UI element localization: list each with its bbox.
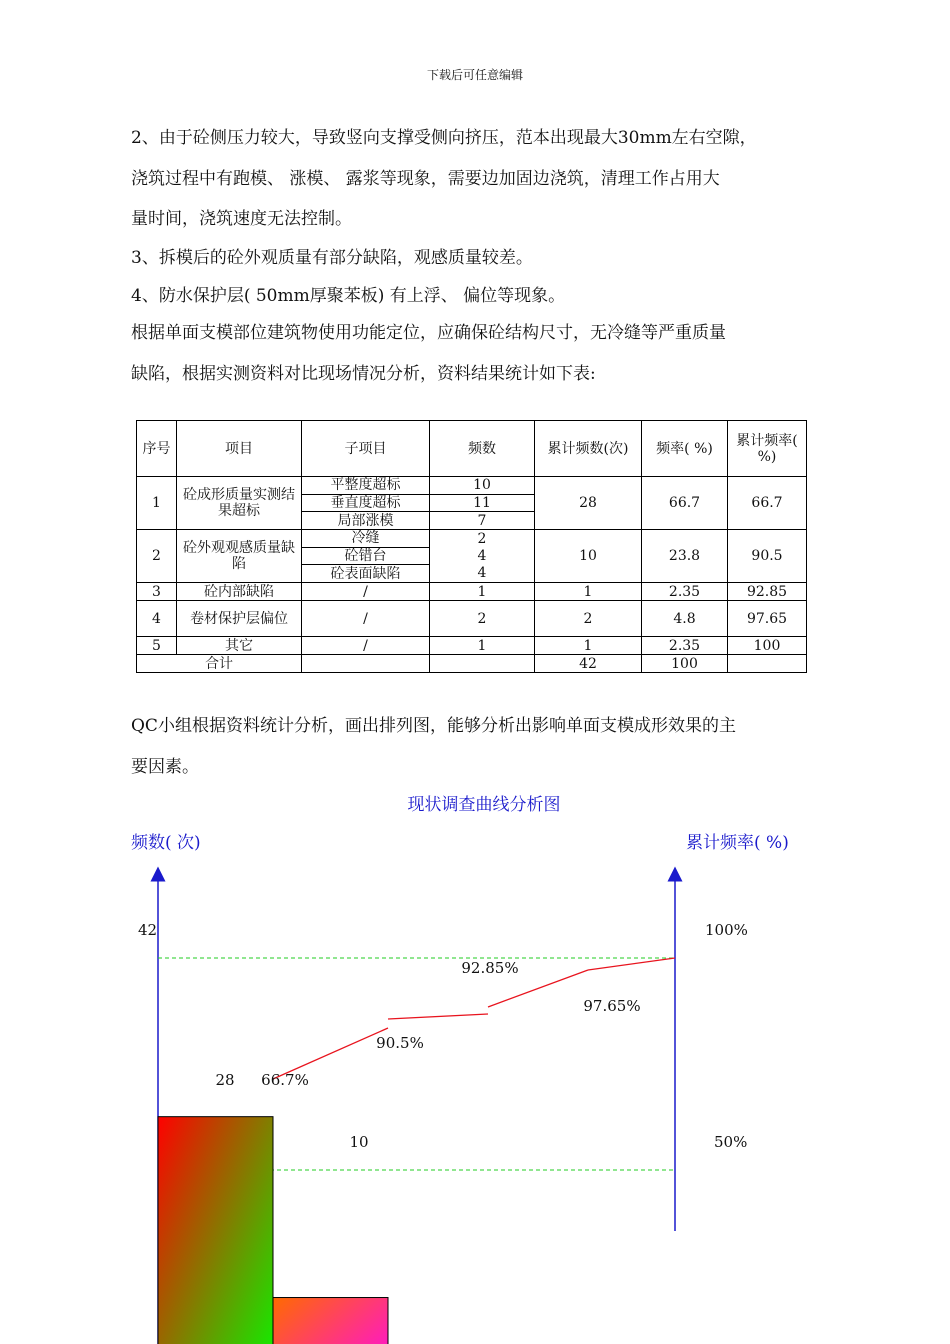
- row-item: 砼成形质量实测结果超标: [177, 477, 302, 530]
- chart-plot-area: [138, 874, 748, 1344]
- row-number: 5: [137, 637, 177, 655]
- sub-item: 局部涨模: [337, 512, 394, 529]
- sub-item: 平整度超标: [302, 477, 429, 495]
- cumulative-rate: 100: [728, 637, 807, 655]
- chart-title: 现状调查曲线分析图: [407, 795, 561, 815]
- empty-cell: [302, 655, 430, 673]
- paragraph-line: QC小组根据资料统计分析，画出排列图，能够分析出影响单面支模成形效果的主: [131, 716, 736, 736]
- table-row: [137, 637, 807, 655]
- table-header-cell: 累计频率( %): [728, 421, 807, 477]
- frequency-rate: 66.7: [642, 477, 728, 530]
- sub-item: 砼错台: [302, 548, 429, 566]
- table-row: [137, 477, 807, 530]
- paragraph-line: 缺陷，根据实测资料对比现场情况分析，资料结果统计如下表:: [131, 364, 596, 384]
- bar-value-label: 10: [349, 1133, 369, 1151]
- right-axis-label: 累计频率( %): [686, 833, 789, 853]
- cumulative-count: 1: [535, 637, 642, 655]
- cumulative-rate: 66.7: [728, 477, 807, 530]
- sub-item: /: [302, 601, 430, 637]
- paragraph-line: 浇筑过程中有跑模、 涨模、 露浆等现象，需要边加固边浇筑，清理工作占用大: [131, 169, 720, 189]
- cumulative-point-label: 92.85%: [461, 959, 519, 977]
- sub-frequency: 4: [477, 565, 487, 582]
- paragraph-line: 量时间，浇筑速度无法控制。: [131, 209, 352, 229]
- sub-frequency: 11: [430, 495, 534, 513]
- table-header-cell: 频率( %): [642, 421, 728, 477]
- cumulative-rate: 92.85: [728, 583, 807, 601]
- row-item: 砼外观观感质量缺陷: [177, 530, 302, 583]
- paragraph-line: 3、拆模后的砼外观质量有部分缺陷，观感质量较差。: [131, 248, 533, 268]
- frequency-rate: 2.35: [642, 583, 728, 601]
- cumulative-count: 2: [535, 601, 642, 637]
- row-item: 其它: [177, 637, 302, 655]
- row-item: 卷材保护层偏位: [177, 601, 302, 637]
- right-tick-label: 100%: [705, 921, 748, 939]
- sub-frequency: 1: [430, 637, 535, 655]
- sub-frequency: 7: [477, 512, 487, 529]
- row-number: 4: [137, 601, 177, 637]
- right-tick-label: 50%: [714, 1133, 748, 1151]
- cumulative-point-label: 66.7%: [261, 1071, 309, 1089]
- sub-frequency: 4: [477, 547, 487, 564]
- sub-item: 冷缝: [302, 530, 429, 548]
- total-cumulative-count: 42: [535, 655, 642, 673]
- table-row: [137, 530, 807, 583]
- paragraph-line: 4、防水保护层( 50mm厚聚苯板) 有上浮、 偏位等现象。: [131, 286, 566, 306]
- bar: [158, 1117, 273, 1344]
- cumulative-line-segment: [388, 1014, 488, 1019]
- table-row: [137, 601, 807, 637]
- cumulative-count: 10: [535, 530, 642, 583]
- row-number: 2: [137, 530, 177, 583]
- sub-frequency: 10: [430, 477, 534, 495]
- empty-cell: [430, 655, 535, 673]
- sub-item: 垂直度超标: [302, 495, 429, 513]
- row-number: 1: [137, 477, 177, 530]
- sub-frequency: 1: [430, 583, 535, 601]
- table-row: [137, 583, 807, 601]
- cumulative-count: 1: [535, 583, 642, 601]
- left-tick-label: 42: [138, 921, 158, 939]
- sub-frequency: 2: [430, 601, 535, 637]
- row-item: 砼内部缺陷: [177, 583, 302, 601]
- paragraph-line: 2、由于砼侧压力较大，导致竖向支撑受侧向挤压，范本出现最大30mm左右空隙，: [131, 128, 757, 148]
- table-header-cell: 项目: [177, 421, 302, 477]
- pareto-chart: [0, 790, 950, 1344]
- page-header: 下载后可任意编辑: [426, 68, 523, 82]
- empty-cell: [728, 655, 807, 673]
- cumulative-point-label: 90.5%: [376, 1034, 424, 1052]
- frequency-rate: 2.35: [642, 637, 728, 655]
- table-header-cell: 序号: [137, 421, 177, 477]
- table-header-cell: 累计频数(次): [535, 421, 642, 477]
- bar-value-label: 28: [215, 1071, 235, 1089]
- paragraph-line: 要因素。: [131, 757, 199, 777]
- cumulative-rate: 97.65: [728, 601, 807, 637]
- sub-item: /: [302, 637, 430, 655]
- bar: [273, 1298, 388, 1344]
- sub-item: 砼表面缺陷: [330, 565, 401, 582]
- cumulative-line-segment: [588, 958, 675, 970]
- total-frequency-rate: 100: [642, 655, 728, 673]
- frequency-rate: 23.8: [642, 530, 728, 583]
- cumulative-count: 28: [535, 477, 642, 530]
- row-number: 3: [137, 583, 177, 601]
- total-label: 合计: [137, 655, 302, 673]
- paragraph-line: 根据单面支模部位建筑物使用功能定位，应确保砼结构尺寸，无冷缝等严重质量: [131, 323, 726, 343]
- table-header-cell: 频数: [430, 421, 535, 477]
- statistics-table: [136, 420, 807, 673]
- sub-item: /: [302, 583, 430, 601]
- frequency-rate: 4.8: [642, 601, 728, 637]
- cumulative-point-label: 97.65%: [583, 997, 641, 1015]
- table-total-row: [137, 655, 807, 673]
- cumulative-rate: 90.5: [728, 530, 807, 583]
- table-header-cell: 子项目: [302, 421, 430, 477]
- sub-frequency: 2: [477, 530, 487, 547]
- left-axis-label: 频数( 次): [131, 833, 201, 853]
- table-header-row: [137, 421, 807, 477]
